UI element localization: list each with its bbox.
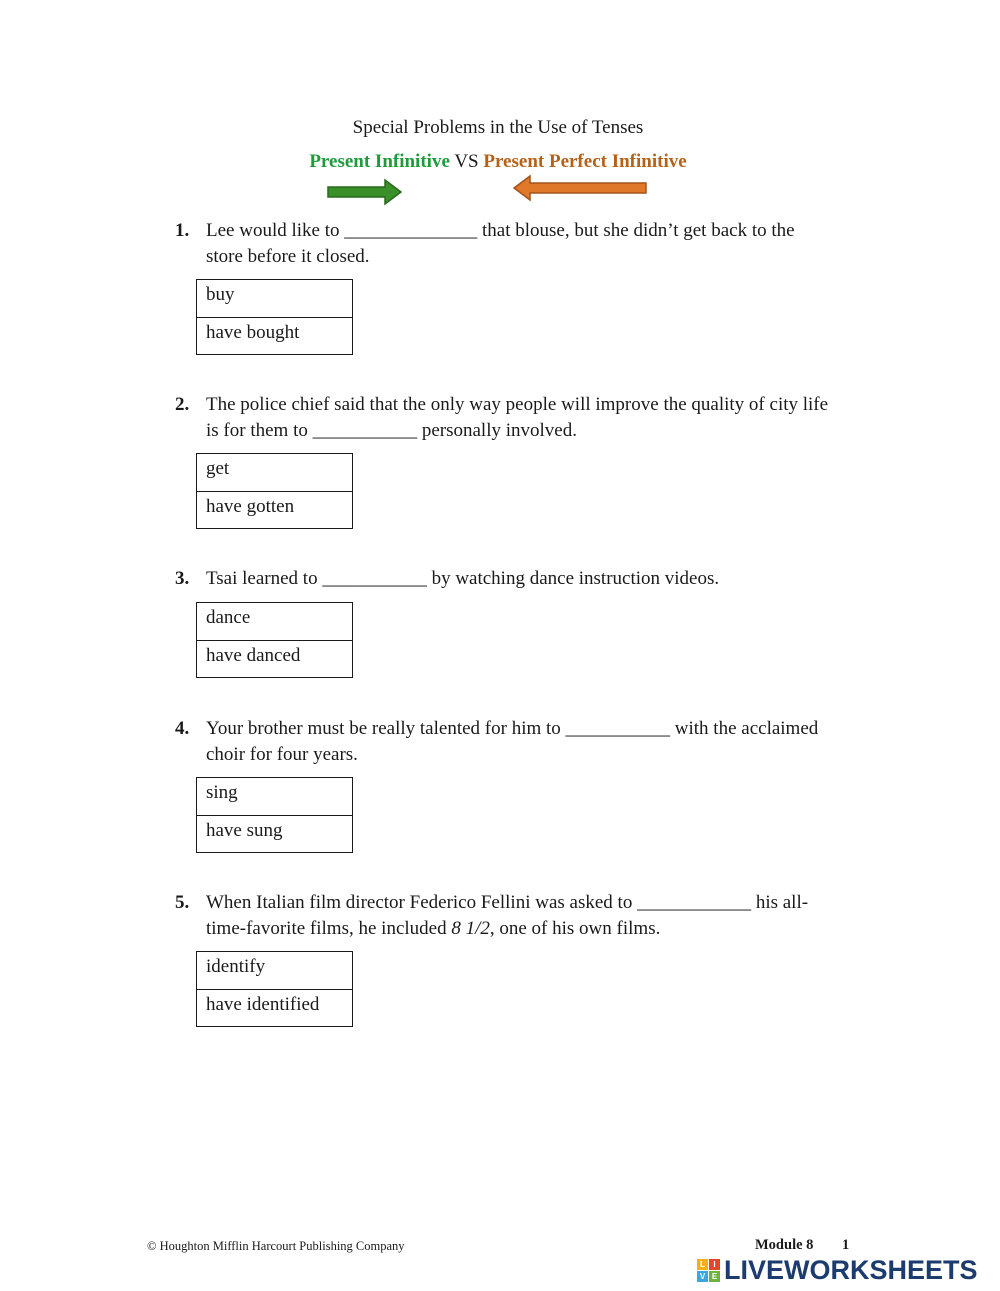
answer-options [196, 951, 353, 1027]
question-text-part: time-favorite films, he included [206, 918, 452, 939]
answer-options [196, 777, 353, 853]
answer-option[interactable]: have sung [197, 815, 352, 852]
question-text-line2 [206, 916, 855, 942]
answer-option[interactable]: identify [206, 956, 266, 977]
question-2 [175, 392, 855, 444]
answer-option[interactable]: have bought [197, 317, 352, 354]
answer-option[interactable]: have gotten [197, 491, 352, 528]
answer-option[interactable]: have danced [197, 640, 352, 677]
logo-letter: L [697, 1259, 708, 1270]
answer-options [196, 279, 353, 355]
page-number: 1 [842, 1237, 850, 1253]
question-text: Your brother must be really talented for him to ___________ with the acclaimed [206, 718, 819, 739]
logo-letter: V [697, 1271, 708, 1282]
worksheet-subtitle [0, 151, 996, 173]
film-title: 8 1/2 [451, 918, 490, 939]
liveworksheets-logo-icon [697, 1259, 720, 1282]
right-arrow-icon [327, 178, 403, 206]
present-perfect-infinitive-label: Present Perfect Infinitive [483, 151, 687, 172]
logo-letter: I [709, 1259, 720, 1270]
question-number: 1. [175, 220, 190, 241]
module-label: Module 8 [755, 1237, 814, 1253]
question-text: The police chief said that the only way people will improve the quality of city life [206, 394, 829, 415]
question-text: When Italian film director Federico Fellini was asked to ____________ his all- [206, 892, 809, 913]
liveworksheets-brand-text: LIVEWORKSHEETS [724, 1254, 978, 1285]
question-text: store before it closed. [206, 246, 370, 267]
question-4 [175, 716, 855, 768]
question-number: 2. [175, 394, 190, 415]
question-number: 5. [175, 892, 190, 913]
question-text: Tsai learned to ___________ by watching dance instruction videos. [206, 568, 720, 589]
question-3 [175, 566, 855, 592]
logo-letter: E [709, 1271, 720, 1282]
answer-options [196, 602, 353, 678]
copyright-notice: © Houghton Mifflin Harcourt Publishing Company [147, 1239, 405, 1253]
question-text-part: , one of his own films. [489, 918, 661, 939]
present-infinitive-label: Present Infinitive [309, 151, 450, 172]
vs-label: VS [454, 151, 479, 172]
liveworksheets-logo[interactable] [697, 1255, 995, 1285]
answer-option[interactable]: dance [206, 607, 251, 628]
answer-option[interactable]: get [206, 458, 230, 479]
worksheet-title: Special Problems in the Use of Tenses [352, 117, 644, 138]
question-number: 4. [175, 718, 190, 739]
answer-option[interactable]: sing [206, 782, 238, 803]
answer-option[interactable]: have identified [197, 989, 352, 1026]
left-arrow-icon [512, 174, 648, 202]
question-5 [175, 890, 855, 942]
question-1 [175, 218, 855, 270]
question-text: choir for four years. [206, 744, 358, 765]
question-text: is for them to ___________ personally involved. [206, 420, 577, 441]
question-number: 3. [175, 568, 190, 589]
answer-options [196, 453, 353, 529]
answer-option[interactable]: buy [206, 284, 235, 305]
question-text: Lee would like to ______________ that blouse, but she didn’t get back to the [206, 220, 795, 241]
